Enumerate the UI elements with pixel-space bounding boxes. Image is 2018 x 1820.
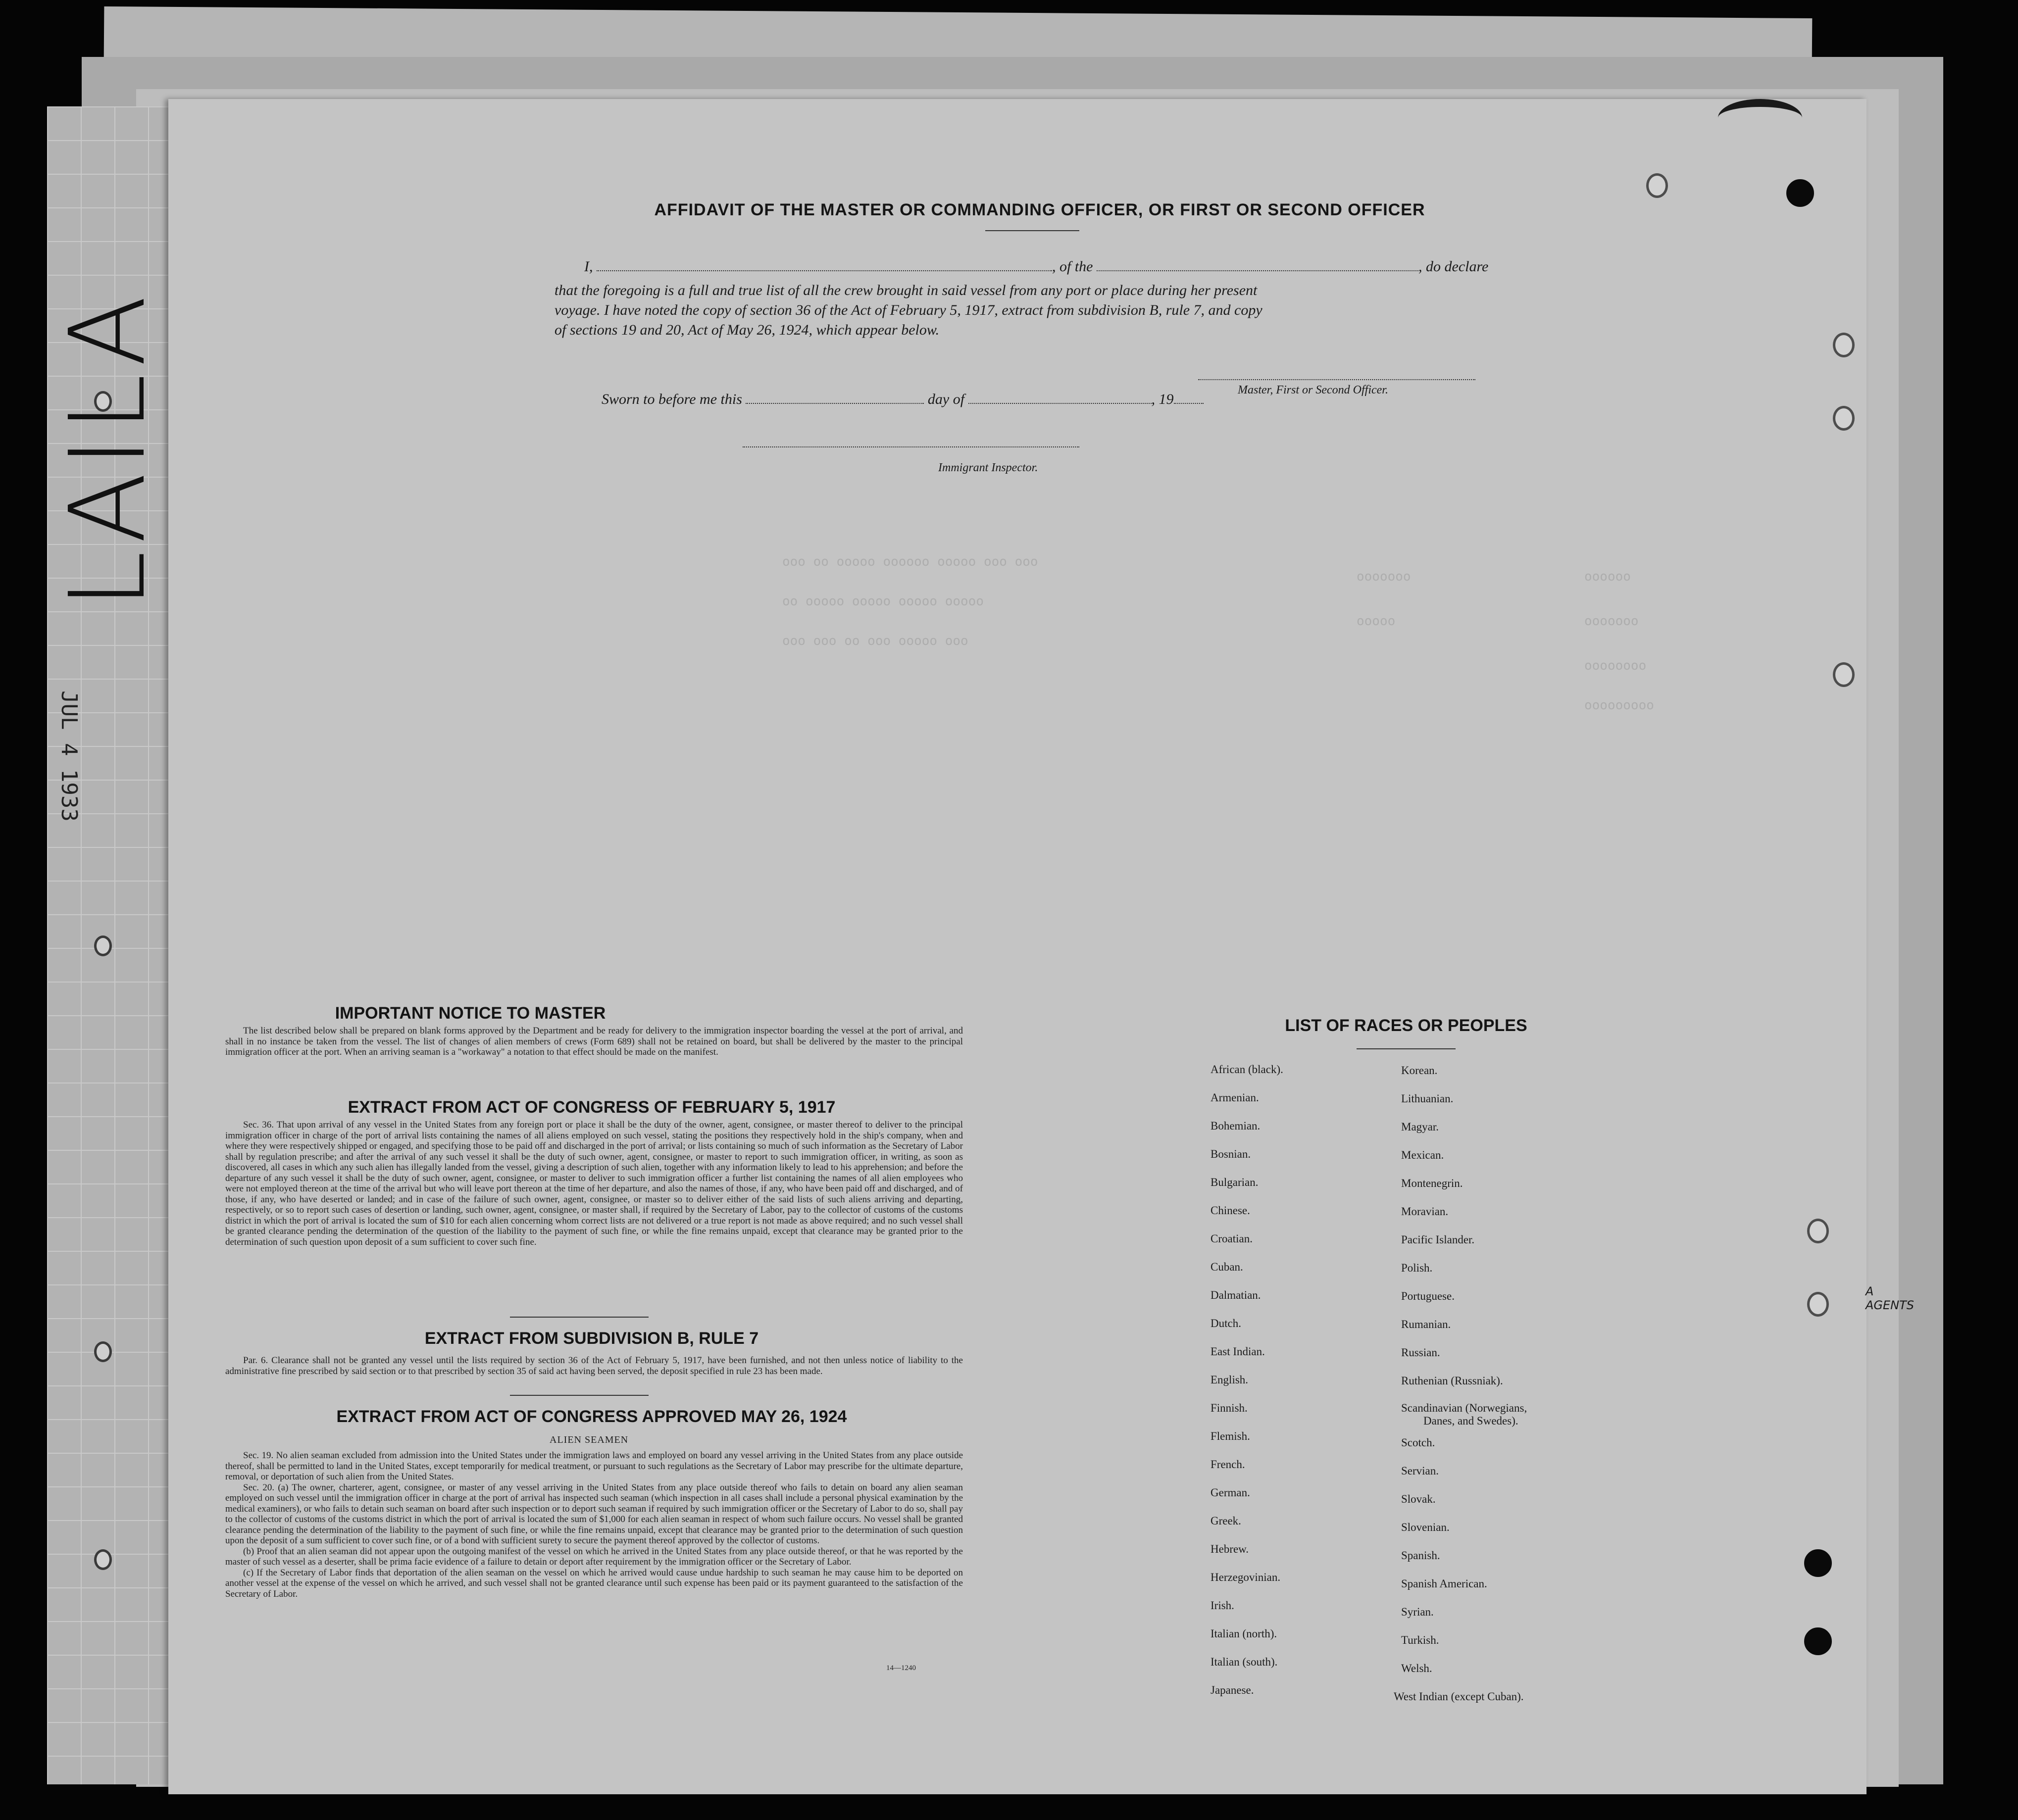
binder-hole [1833,662,1855,687]
extract-1924-text: Sec. 19. No alien seaman excluded from admission into the United States under the immigration laws and employed on board any vessel arriving in the United States from any place outside thereof, shall be permitted to land in the United States, except temporarily for medical treatment, or pursuant to such regulations as the Secretary of Labor may prescribe for the ultimate departure, removal, or deportation of such alien from the United States. Sec. 20. (a) The owner, charterer, agent, consignee, or master of any vessel arriving in the United States from any place outside thereof who fails to detain on board any alien seaman employed on such vessel until the immigration officer in charge at the port of arrival has inspected such seaman (which inspection in all cases shall include a personal physical examination by the medical examiners), or who fails to detain such seaman on board after such inspection or to deport such seaman if required by such immigration officer or the Secretary of Labor to do so, shall pay to the collector of customs of the customs district in which the port of arrival is located the sum of $1,000 for each alien seaman in respect of whom such failure occurs. No vessel shall be granted clearance pending the determination of the liability to the payment of such fine, or while the fine remains unpaid, except that clearance may be granted prior to the determination of such question upon the deposit of a sum sufficient to cover such fine, or of a bond with sufficient surety to secure the payment thereof approved by the collector of customs. (b) Proof that an alien seaman did not appear upon the outgoing manifest of the vessel on which he arrived in the United States from any place outside thereof, or that he was reported by the master of such vessel as a deserter, shall be prima facie evidence of a failure to detain or deport after requirement by the immigration officer or the Secretary of Labor. (c) If the Secretary of Labor finds that deportation of the alien seaman on the vessel on which he arrived would cause undue hardship to such seaman he may cause him to be deported on another vessel at the expense of the vessel on which he arrived, and such vessel shall not be granted clearance until such expense has been paid or its payment guaranteed to the satisfaction of the Secretary of Labor. [225,1450,963,1599]
race-item: East Indian. [1211,1345,1265,1358]
divider [510,1395,649,1396]
master-signature-label: Master, First or Second Officer. [1238,384,1388,396]
binder-hole [94,1549,112,1570]
race-item: Croatian. [1211,1232,1253,1245]
race-item: African (black). [1211,1063,1283,1076]
race-item: Pacific Islander. [1401,1233,1475,1246]
race-item: German. [1211,1486,1250,1499]
race-item: Slovenian. [1401,1521,1450,1533]
race-item: Welsh. [1401,1662,1432,1674]
race-item: Rumanian. [1401,1318,1451,1330]
race-item: Moravian. [1401,1205,1449,1218]
race-item: Hebrew. [1211,1543,1249,1555]
affidavit-line-4: of sections 19 and 20, Act of May 26, 1924, which appear below. [555,322,940,338]
race-item: Magyar. [1401,1121,1439,1133]
race-item: Syrian. [1401,1606,1434,1618]
affidavit-line-3: voyage. I have noted the copy of section 36 of the Act of February 5, 1917, extract from subdivision B, rule 7, and copy [555,302,1262,318]
race-item: Cuban. [1211,1261,1243,1273]
punch-mark [1804,1549,1832,1577]
race-item: Dalmatian. [1211,1289,1261,1301]
inspector-signature-line [743,446,1079,447]
race-item: Bohemian. [1211,1120,1261,1132]
extract-1924-title: EXTRACT FROM ACT OF CONGRESS APPROVED MAY 26, 1924 [336,1407,847,1426]
affidavit-line-2: that the foregoing is a full and true list of all the crew brought in said vessel from any port or place during her present [555,282,1258,298]
races-title: LIST OF RACES OR PEOPLES [1285,1016,1527,1035]
race-item: Flemish. [1211,1430,1250,1442]
race-item: Italian (north). [1211,1627,1277,1640]
affidavit-page: ooo oo ooooo oooooo ooooo ooo ooo oo ooooo ooooo ooooo ooooo ooo ooo oo ooo ooooo ooo ooooooo ooooo oooooo ooooooo oooooooo ooooooooo [168,99,1867,1794]
race-item: Slovak. [1401,1493,1436,1505]
race-item: Irish. [1211,1599,1234,1612]
notice-text: The list described below shall be prepared on blank forms approved by the Department and be ready for delivery to the immigration inspector boarding the vessel at the port of arrival, and shall in no instance be taken from the vessel. The list of changes of alien members of crews (Form 689) shall not be retained on board, but shall be delivered by the master to the principal immigration officer at the port. When an arriving seaman is a "workaway" a notation to that effect should be made on the manifest. [225,1026,963,1057]
race-item: Italian (south). [1211,1656,1278,1668]
race-item: Dutch. [1211,1317,1241,1329]
race-item: Spanish. [1401,1549,1440,1562]
binder-hole [1807,1219,1829,1243]
extract-1917-title: EXTRACT FROM ACT OF CONGRESS OF FEBRUARY 5, 1917 [348,1098,836,1117]
affidavit-title: AFFIDAVIT OF THE MASTER OR COMMANDING OFFICER, OR FIRST OR SECOND OFFICER [654,200,1425,219]
subdivision-b-title: EXTRACT FROM SUBDIVISION B, RULE 7 [424,1329,759,1348]
race-item: Chinese. [1211,1204,1250,1217]
divider [1357,1048,1456,1049]
margin-note: A AGENTS [1866,1284,1915,1312]
page-number-mark [1718,99,1802,137]
race-item: Herzegovinian. [1211,1571,1281,1583]
date-stamp: JUL 4 1933 [56,690,82,822]
binder-hole [1833,406,1855,431]
affidavit-line-1: I, , of the , do declare [584,258,1489,275]
race-item: Bulgarian. [1211,1176,1259,1188]
inspector-label: Immigrant Inspector. [938,461,1038,474]
race-item: Ruthenian (Russniak). [1401,1375,1503,1387]
race-item: Montenegrin. [1401,1177,1463,1189]
race-item: Mexican. [1401,1149,1444,1161]
race-item: English. [1211,1374,1249,1386]
race-item: Portuguese. [1401,1290,1455,1302]
binder-hole [1833,333,1855,357]
binder-hole [1646,173,1668,198]
race-item: French. [1211,1458,1245,1471]
alien-seamen-subtitle: ALIEN SEAMEN [550,1434,629,1445]
handwritten-vessel-name: LAILA [47,291,168,609]
race-item: Korean. [1401,1064,1438,1077]
race-item: Turkish. [1401,1634,1439,1646]
race-item: Greek. [1211,1515,1241,1527]
race-item: Lithuanian. [1401,1092,1454,1105]
race-item: Armenian. [1211,1091,1259,1104]
race-item: Russian. [1401,1346,1440,1359]
race-item: Bosnian. [1211,1148,1251,1160]
divider [510,1317,649,1318]
punch-mark [1804,1627,1832,1655]
sworn-line: Sworn to before me this day of , 19 [602,391,1204,408]
race-item: Danes, and Swedes). [1423,1415,1518,1427]
divider [985,230,1079,231]
extract-1917-text: Sec. 36. That upon arrival of any vessel in the United States from any foreign port or place it shall be the duty of the owner, agent, consignee, or master thereof to deliver to the principal immigration officer in charge of the port of arrival lists containing the names of all aliens employed on such vessel, stating the positions they respectively hold in the ship's company, when and where they were respectively shipped or engaged, and specifying those to be paid off and discharged in the port of arrival; or lists containing so much of such information as the Secretary of Labor shall by regulation prescribe; and after the arrival of any such vessel it shall be the duty of such owner, agent, consignee, or master to report to such immigration officer, in writing, as soon as discovered, all cases in which any such alien has illegally landed from the vessel, giving a description of such alien, together with any information likely to lead to his apprehension; and before the departure of any such vessel it shall be the duty of such owner, agent, consignee, or master to deliver to such immigration officer a further list containing the names of all alien employees who were not employed thereon at the time of the arrival but who will leave port thereon at the time of her departure, and also the names of those, if any, who have been paid off and discharged, and of those, if any, who have deserted or landed; and in case of the failure of such owner, agent, consignee, or master so to deliver either of the said lists of such aliens arriving and departing, respectively, or so to report such cases of desertion or landing, such owner, agent, consignee, or master shall, if required by the Secretary of Labor, pay to the collector of customs of the customs district in which the port of arrival is located the sum of $10 for each alien concerning whom correct lists are not delivered or a true report is not made as above required; and no such vessel shall be granted clearance pending the determination of the question of the liability to the payment of such fine, or while the fine remains unpaid, except that clearance may be granted prior to the determination of such question upon deposit of a sum sufficient to cover such fine. [225,1120,963,1247]
punch-mark [1786,179,1814,207]
race-item: West Indian (except Cuban). [1394,1690,1524,1703]
race-item: Scotch. [1401,1436,1435,1449]
race-item: Finnish. [1211,1402,1248,1414]
race-item: Spanish American. [1401,1577,1487,1590]
race-item: Japanese. [1211,1684,1254,1696]
signature-line [1198,379,1475,380]
race-item: Scandinavian (Norwegians, [1401,1402,1527,1414]
binder-hole [94,1341,112,1362]
race-item: Servian. [1401,1465,1439,1477]
form-number: 14—1240 [886,1664,916,1672]
race-item: Polish. [1401,1262,1433,1274]
binder-hole [1807,1292,1829,1317]
subdivision-b-text: Par. 6. Clearance shall not be granted any vessel until the lists required by section 36 of the Act of February 5, 1917, have been furnished, and not then unless notice of liability to the administrative fine prescribed by said section or to that prescribed by section 35 of said act having been served, the deposit specified in rule 23 has been made. [225,1355,963,1377]
binder-hole [94,935,112,956]
notice-title: IMPORTANT NOTICE TO MASTER [335,1004,606,1023]
